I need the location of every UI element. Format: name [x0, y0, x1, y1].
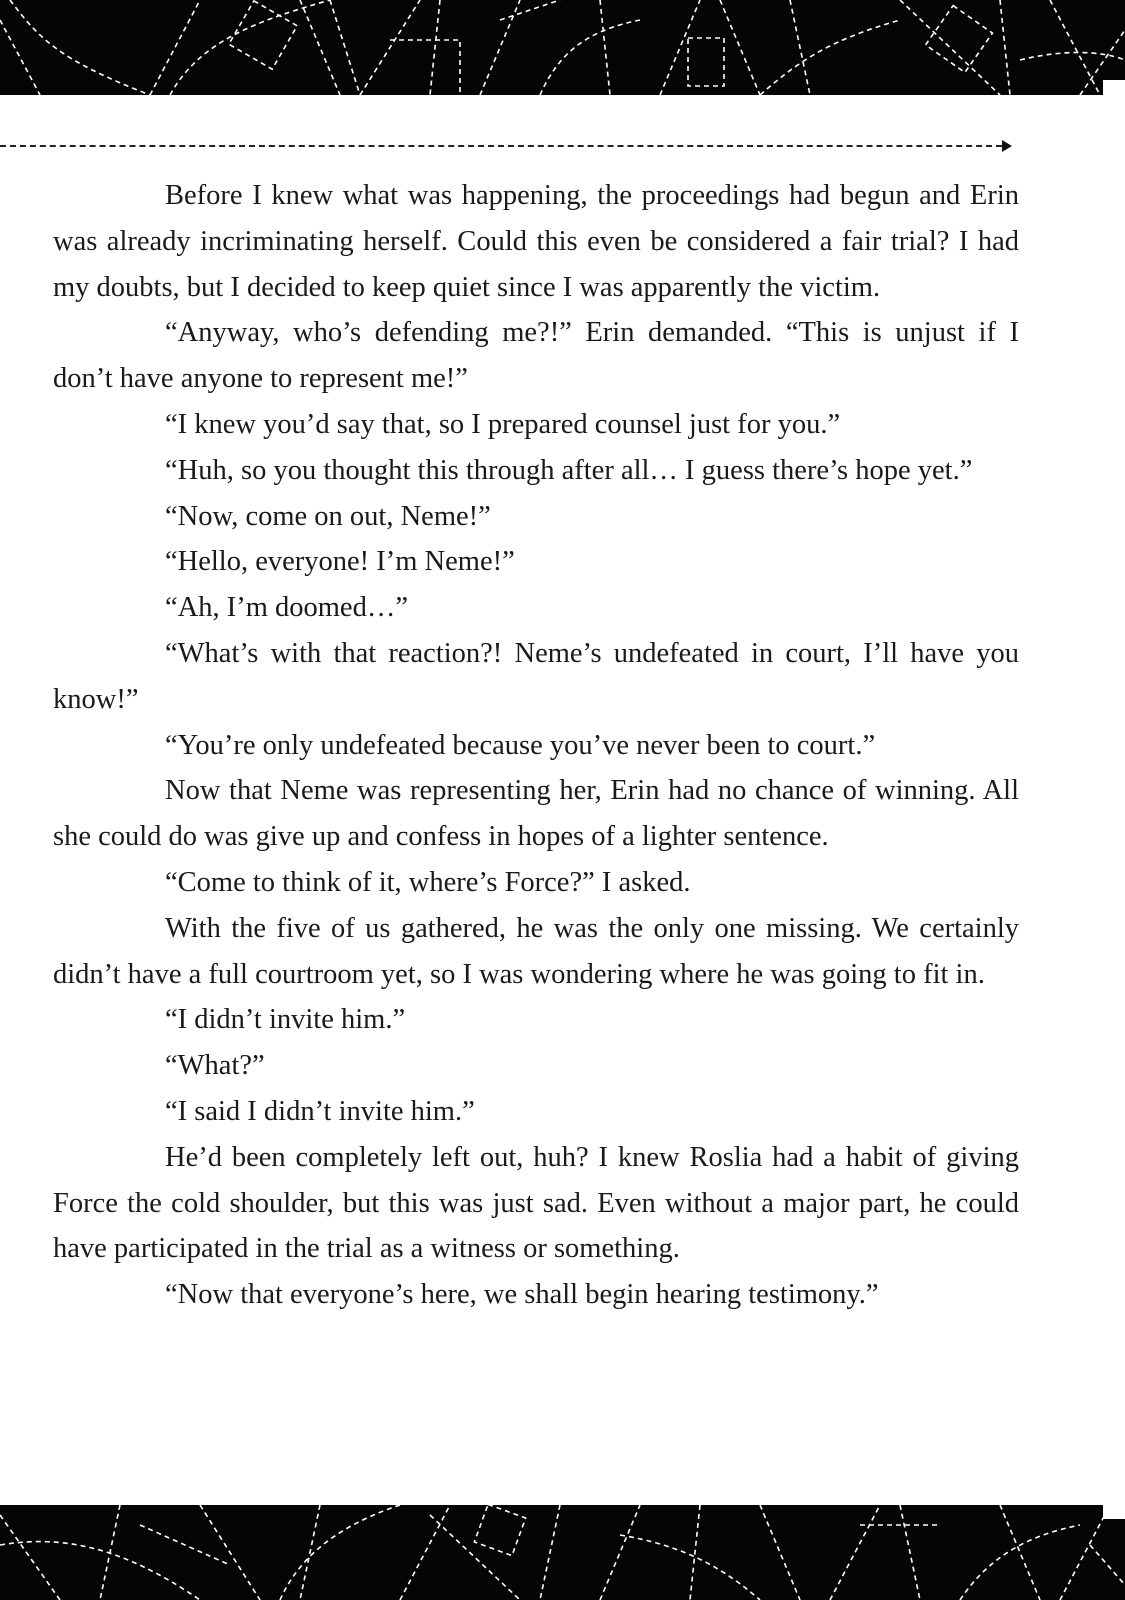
- paragraph: “What?”: [165, 1050, 265, 1082]
- paragraph: “What’s with that reaction?! Neme’s undefeated in court, I’ll have you know!”: [53, 637, 1019, 715]
- paragraph: “You’re only undefeated because you’ve never been to court.”: [165, 729, 876, 761]
- page-body-text: [53, 173, 1019, 1318]
- dashed-arrow-divider: [0, 140, 1020, 152]
- paragraph: “Ah, I’m doomed…”: [165, 592, 408, 624]
- geometric-pattern-bottom: [0, 1505, 1125, 1600]
- paragraph: Before I knew what was happening, the proceedings had begun and Erin was already incriminating herself. Could this even be considered a fair trial? I had my doubts, but I decided to keep quiet since I was apparently the victim.: [53, 180, 1019, 303]
- paragraph: Now that Neme was representing her, Erin had no chance of winning. All she could do was give up and confess in hopes of a lighter sentence.: [53, 775, 1019, 853]
- paragraph: “Now that everyone’s here, we shall begin hearing testimony.”: [165, 1279, 879, 1311]
- geometric-pattern-top: [0, 0, 1125, 95]
- paragraph: “Now, come on out, Neme!”: [165, 500, 491, 532]
- paragraph: “I didn’t invite him.”: [165, 1004, 406, 1036]
- paragraph: “Come to think of it, where’s Force?” I asked.: [165, 866, 691, 898]
- paragraph: With the five of us gathered, he was the only one missing. We certainly didn’t have a full courtroom yet, so I was wondering where he was going to fit in.: [53, 912, 1019, 990]
- bottom-decorative-band: [0, 1505, 1125, 1600]
- bottom-band-notch: [1103, 1505, 1125, 1519]
- top-band-notch: [1103, 80, 1125, 95]
- paragraph: He’d been completely left out, huh? I knew Roslia had a habit of giving Force the cold shoulder, but this was just sad. Even without a major part, he could have participated in the trial as a witness or something.: [53, 1141, 1019, 1265]
- top-decorative-band: [0, 0, 1125, 95]
- paragraph: “Hello, everyone! I’m Neme!”: [165, 546, 515, 578]
- arrowhead-icon: [1002, 140, 1012, 152]
- dashed-line: [0, 145, 1002, 147]
- paragraph: “I said I didn’t invite him.”: [165, 1095, 475, 1127]
- paragraph: “Anyway, who’s defending me?!” Erin demanded. “This is unjust if I don’t have anyone to represent me!”: [53, 317, 1019, 395]
- paragraph: “I knew you’d say that, so I prepared counsel just for you.”: [165, 408, 841, 440]
- paragraph: “Huh, so you thought this through after all… I guess there’s hope yet.”: [165, 454, 973, 486]
